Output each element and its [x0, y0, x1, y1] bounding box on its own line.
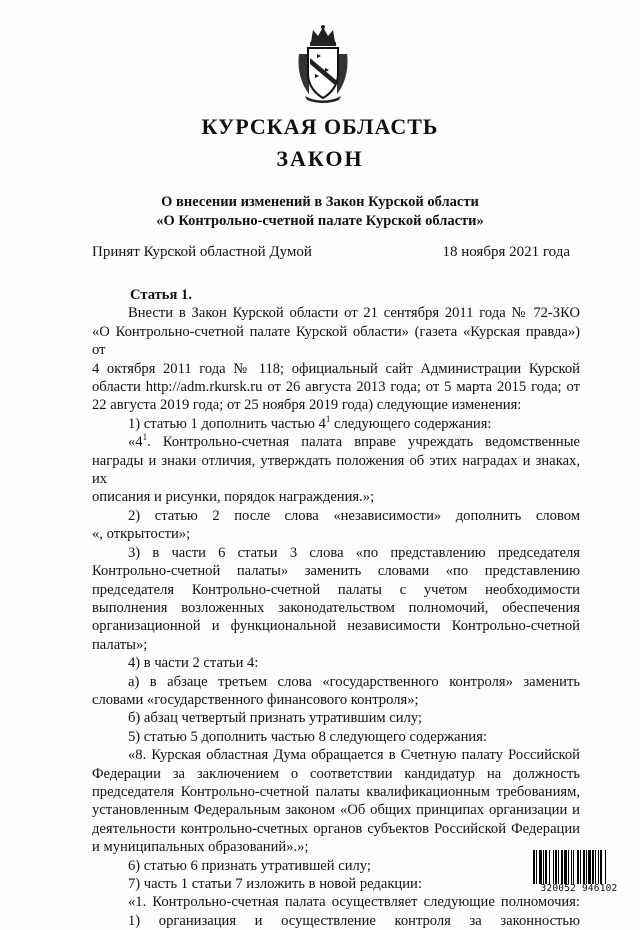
barcode-bar	[595, 850, 596, 884]
list-item: «, открытости»;	[92, 526, 191, 543]
list-item: 3) в части 6 статьи 3 слова «по представлению председателя	[128, 544, 580, 561]
quoted-line: «1. Контрольно-счетная палата осуществляет следующие полномочия:	[128, 894, 580, 911]
list-item-text: следующего содержания:	[330, 415, 492, 432]
quoted-line: описания и рисунки, порядок награждения.»;	[92, 489, 375, 506]
law-title-line: О внесении изменений в Закон Курской области	[161, 194, 479, 210]
barcode-bar	[580, 850, 581, 884]
list-item: 2) статью 2 после слова «независимости» дополнить словом	[128, 507, 580, 524]
document-type-heading: ЗАКОН	[276, 146, 364, 171]
list-item: председателя Контрольно-счетной палаты с учетом необходимости	[92, 581, 580, 598]
barcode-bar	[561, 850, 563, 884]
text-line: 22 августа 2019 года; от 25 ноября 2019 года) следующие изменения:	[92, 397, 522, 414]
superscript: 1	[142, 432, 148, 443]
list-item: 7) часть 1 статьи 7 изложить в новой редакции:	[128, 876, 422, 892]
barcode-bar	[586, 850, 587, 884]
barcode-bar	[549, 850, 550, 884]
barcode-bar	[568, 850, 569, 884]
region-heading: КУРСКАЯ ОБЛАСТЬ	[201, 114, 439, 139]
quoted-line: награды и знаки отличия, утверждать положения об этих наградах и знаках, их	[92, 452, 580, 488]
quoted-line	[92, 433, 580, 451]
barcode-bar	[564, 850, 567, 884]
coat-of-arms-emblem	[295, 24, 351, 104]
barcode-bar	[555, 850, 557, 884]
article-body	[92, 286, 580, 930]
text-line: 4 октября 2011 года № 118; официальный сайт Администрации Курской	[92, 360, 580, 377]
quoted-line: председателя Контрольно-счетной палаты квалификационным требованиям,	[92, 783, 580, 800]
barcode-bar	[553, 850, 554, 884]
barcode-bar	[573, 850, 574, 884]
quoted-line: Федерации за заключением о соответствии кандидатур на должность	[92, 765, 580, 782]
barcode-bar	[600, 850, 602, 884]
barcode-bar	[605, 850, 606, 884]
list-item: б) абзац четвертый признать утратившим силу;	[128, 710, 423, 727]
quoted-line: и муниципальных образований».»;	[92, 839, 309, 856]
text-line: Внести в Закон Курской области от 21 сентября 2011 года № 72-ЗКО	[128, 305, 580, 322]
list-item: а) в абзаце третьем слова «государственного контроля» заменить	[128, 673, 580, 690]
article-heading: Статья 1.	[130, 287, 192, 303]
list-item: 4) в части 2 статьи 4:	[128, 655, 259, 672]
text-line: области http://adm.rkursk.ru от 26 августа 2013 года; от 5 марта 2015 года; от	[92, 379, 580, 396]
barcode-bar	[545, 850, 547, 884]
barcode-bar	[558, 850, 559, 884]
quoted-line: деятельности контрольно-счетных органов субъектов Российской Федерации	[92, 820, 580, 837]
barcode	[532, 850, 626, 894]
law-title-line: «О Контрольно-счетной палате Курской области»	[156, 213, 484, 229]
barcode-bar	[543, 850, 544, 884]
quoted-text: «4	[128, 434, 143, 451]
list-item: организационной и функциональной независимости Контрольно-счетной	[92, 618, 580, 635]
list-item: словами «государственного финансового контроля»;	[92, 691, 419, 708]
barcode-bar	[539, 850, 542, 884]
barcode-bar	[598, 850, 599, 884]
list-item: выполнения возложенных законодательством полномочий, обеспечения	[92, 599, 580, 616]
list-item	[92, 415, 580, 433]
barcode-bar	[536, 850, 537, 884]
barcode-number: 320052 946102	[532, 884, 626, 894]
quoted-line: 1) организация и осуществление контроля за законностью	[128, 912, 580, 929]
adopted-by: Принят Курской областной Думой	[92, 244, 312, 260]
adoption-date: 18 ноября 2021 года	[442, 244, 570, 260]
barcode-bar	[533, 850, 535, 884]
quoted-line: «8. Курская областная Дума обращается в Счетную палату Российской	[128, 747, 580, 764]
list-item-text: 1) статью 1 дополнить частью 4	[128, 415, 326, 432]
list-item: палаты»;	[92, 636, 148, 653]
barcode-bar	[588, 850, 591, 884]
barcode-bar	[592, 850, 594, 884]
text-line: «О Контрольно-счетной палате Курской области» (газета «Курская правда») от	[92, 323, 580, 359]
superscript: 1	[325, 413, 331, 424]
list-item: 5) статью 5 дополнить частью 8 следующего содержания:	[128, 728, 487, 745]
quoted-line: установленным Федеральным законом «Об общих принципах организации и	[92, 802, 580, 819]
barcode-bar	[571, 850, 572, 884]
quoted-text: . Контрольно-счетная палата вправе учреждать ведомственные	[147, 434, 580, 451]
list-item: Контрольно-счетной палаты» заменить словами «по представлению	[92, 563, 580, 580]
barcode-bars	[532, 850, 626, 884]
law-title	[0, 193, 640, 231]
barcode-bar	[583, 850, 585, 884]
list-item: 6) статью 6 признать утратившей силу;	[128, 857, 371, 874]
barcode-bar	[577, 850, 579, 884]
